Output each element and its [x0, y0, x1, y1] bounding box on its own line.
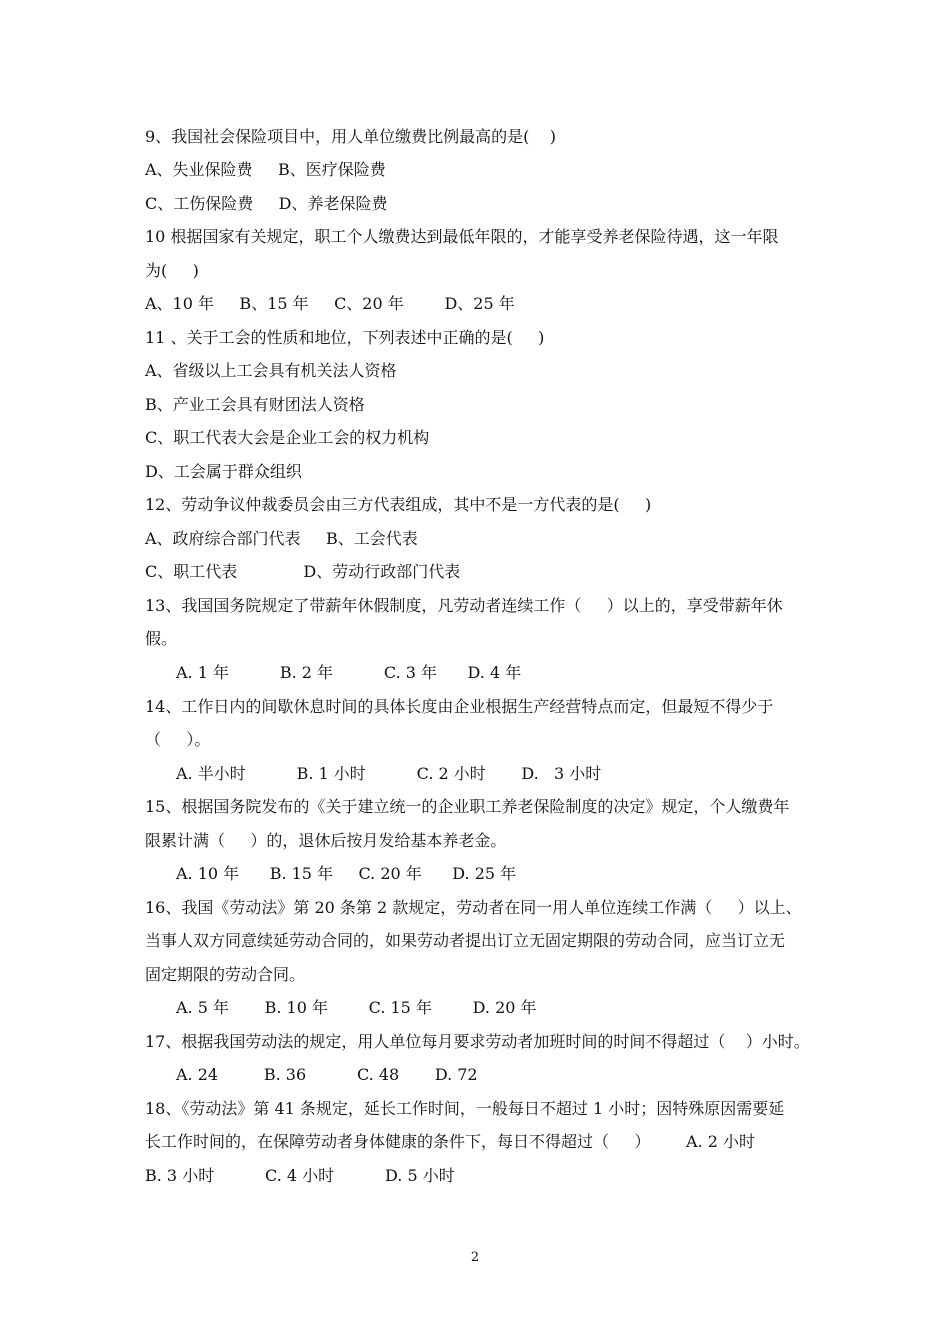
question-10-options: A、10 年 B、15 年 C、20 年 D、25 年	[145, 294, 515, 313]
question-9: 9、我国社会保险项目中，用人单位缴费比例最高的是( )	[145, 127, 557, 146]
question-10: 10 根据国家有关规定，职工个人缴费达到最低年限的，才能享受养老保险待遇，这一年限	[145, 227, 779, 246]
question-11-option-c: C、职工代表大会是企业工会的权力机构	[145, 428, 430, 447]
question-12: 12、劳动争议仲裁委员会由三方代表组成，其中不是一方代表的是( )	[145, 495, 652, 514]
question-10-continued: 为( )	[145, 261, 199, 280]
page-number: 2	[470, 1250, 480, 1265]
question-18: 18、《劳动法》第 41 条规定，延长工作时间，一般每日不超过 1 小时；因特殊原因需要延	[145, 1099, 785, 1118]
question-12-options-c-d: C、职工代表 D、劳动行政部门代表	[145, 562, 461, 581]
question-14: 14、工作日内的间歇休息时间的具体长度由企业根据生产经营特点而定，但最短不得少于	[145, 697, 774, 716]
question-9-options-a-b: A、失业保险费 B、医疗保险费	[145, 160, 386, 179]
question-13: 13、我国国务院规定了带薪年休假制度，凡劳动者连续工作（ ）以上的，享受带薪年休	[145, 596, 783, 615]
question-11: 11 、关于工会的性质和地位，下列表述中正确的是( )	[145, 328, 545, 347]
question-18-options: B. 3 小时 C. 4 小时 D. 5 小时	[145, 1166, 455, 1185]
question-16-options: A. 5 年 B. 10 年 C. 15 年 D. 20 年	[176, 998, 537, 1017]
question-13-continued: 假。	[145, 629, 178, 648]
question-16-continued-2: 固定期限的劳动合同。	[145, 965, 306, 984]
question-16-continued-1: 当事人双方同意续延劳动合同的，如果劳动者提出订立无固定期限的劳动合同，应当订立无	[145, 931, 786, 950]
question-14-continued: （ ）。	[145, 730, 211, 749]
question-17-options: A. 24 B. 36 C. 48 D. 72	[176, 1065, 478, 1084]
question-11-option-a: A、省级以上工会具有机关法人资格	[145, 361, 397, 380]
question-15-options: A. 10 年 B. 15 年 C. 20 年 D. 25 年	[176, 864, 517, 883]
question-12-options-a-b: A、政府综合部门代表 B、工会代表	[145, 529, 418, 548]
question-15: 15、根据国务院发布的《关于建立统一的企业职工养老保险制度的决定》规定，个人缴费年	[145, 797, 790, 816]
question-13-options: A. 1 年 B. 2 年 C. 3 年 D. 4 年	[176, 663, 522, 682]
question-17: 17、根据我国劳动法的规定，用人单位每月要求劳动者加班时间的时间不得超过（ ）小时。	[145, 1032, 810, 1051]
question-14-options: A. 半小时 B. 1 小时 C. 2 小时 D. 3 小时	[176, 764, 602, 783]
question-18-continued: 长工作时间的，在保障劳动者身体健康的条件下，每日不得超过（ ） A. 2 小时	[145, 1132, 756, 1151]
question-11-option-d: D、工会属于群众组织	[145, 462, 302, 481]
question-15-continued: 限累计满（ ）的，退休后按月发给基本养老金。	[145, 831, 507, 850]
question-9-options-c-d: C、工伤保险费 D、养老保险费	[145, 194, 388, 213]
question-11-option-b: B、产业工会具有财团法人资格	[145, 395, 365, 414]
question-16: 16、我国《劳动法》第 20 条第 2 款规定，劳动者在同一用人单位连续工作满（ ）以上、	[145, 898, 802, 917]
